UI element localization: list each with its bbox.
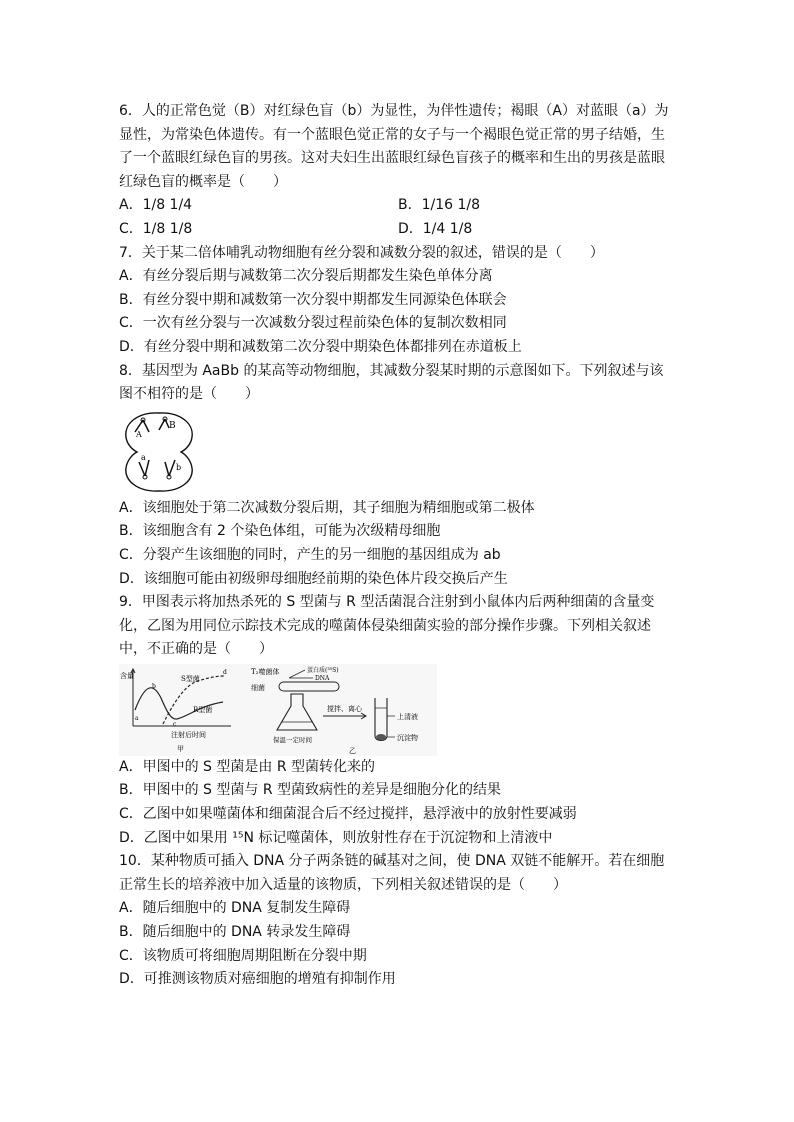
gene-label-a: a <box>141 452 146 462</box>
question-6-options-row-1 <box>119 194 679 218</box>
phage-label: T₂噬菌体 <box>251 667 280 676</box>
question-6-option-c: C．1/8 1/8 <box>119 220 193 237</box>
dna-label: DNA <box>315 674 330 682</box>
point-b: b <box>152 682 156 690</box>
cell-division-figure <box>121 410 679 494</box>
bacteria-experiment-figure <box>119 664 679 756</box>
question-6-option-a: A．1/8 1/4 <box>119 197 193 214</box>
question-7-option-c: C．一次有丝分裂与一次减数分裂过程前染色体的复制次数相同 <box>119 315 507 332</box>
question-8-option-d: D．该细胞可能由初级卵母细胞经前期的染色体片段交换后产生 <box>119 570 508 587</box>
diagram-yi-title: 乙 <box>349 746 356 755</box>
chromosome-bottom-right <box>165 460 175 476</box>
question-6-stem-line: 红绿色盲的概率是（ ） <box>119 173 287 190</box>
question-10 <box>119 850 679 992</box>
x-axis-label: 注射后时间 <box>171 730 206 739</box>
question-8-option-c: C．分裂产生该细胞的同时，产生的另一细胞的基因组成为 ab <box>119 546 501 563</box>
point-a: a <box>135 714 139 722</box>
question-6 <box>119 100 679 242</box>
question-9 <box>119 591 679 850</box>
cell-membrane <box>126 413 192 491</box>
process-step-label: 搅拌、离心 <box>327 704 362 713</box>
question-9-stem-line: 中，不正确的是（ ） <box>119 641 273 658</box>
sediment <box>376 734 386 740</box>
question-8-stem-line: 图不相符的是（ ） <box>119 386 259 403</box>
question-10-option-c: C．该物质可将细胞周期阻断在分裂中期 <box>119 947 367 964</box>
graph-jia-title: 甲 <box>177 744 184 753</box>
exam-page <box>119 100 679 992</box>
y-axis-label: 含量 <box>120 671 134 680</box>
question-10-option-b: B．随后细胞中的 DNA 转录发生障碍 <box>119 924 351 941</box>
question-6-stem-line: 显性，为常染色体遗传。有一个蓝眼色觉正常的女子与一个褐眼色觉正常的男子结婚，生 <box>119 126 665 143</box>
dividing-cell-diagram <box>121 410 197 494</box>
experiment-diagrams <box>119 664 437 756</box>
question-10-option-a: A．随后细胞中的 DNA 复制发生障碍 <box>119 900 351 917</box>
point-d: d <box>223 668 227 676</box>
gene-label-b: b <box>176 462 182 472</box>
question-8-option-a: A．该细胞处于第二次减数分裂后期，其子细胞为精细胞或第二极体 <box>119 499 535 516</box>
point-c: c <box>173 720 177 728</box>
gene-label-A: A <box>136 429 142 439</box>
question-6-stem-line: 了一个蓝眼红绿色盲的男孩。这对夫妇生出蓝眼红绿色盲孩子的概率和生出的男孩是蓝眼 <box>119 150 665 167</box>
r-strain-label: R型菌 <box>193 705 213 714</box>
question-7-option-d: D．有丝分裂中期和减数第二次分裂中期染色体都排列在赤道板上 <box>119 338 522 355</box>
question-6-option-d: D．1/4 1/8 <box>398 220 473 237</box>
question-10-stem-line: 正常生长的培养液中加入适量的该物质，下列相关叙述错误的是（ ） <box>119 876 567 893</box>
question-9-option-b: B．甲图中的 S 型菌与 R 型菌致病性的差异是细胞分化的结果 <box>119 782 502 799</box>
question-7-option-a: A．有丝分裂后期与减数第二次分裂后期都发生染色单体分离 <box>119 268 493 285</box>
question-9-option-d: D．乙图中如果用 ¹⁵N 标记噬菌体，则放射性存在于沉淀物和上清液中 <box>119 829 553 846</box>
question-6-options-row-2 <box>119 218 679 242</box>
question-9-stem-line: 9．甲图表示将加热杀死的 S 型菌与 R 型活菌混合注射到小鼠体内后两种细菌的含量变 <box>119 594 655 611</box>
supernatant-label: 上清液 <box>397 712 418 721</box>
question-9-option-c: C．乙图中如果噬菌体和细菌混合后不经过搅拌，悬浮液中的放射性要减弱 <box>119 806 577 823</box>
protein-label: 蛋白质(³⁵S) <box>307 666 339 674</box>
sediment-label: 沉淀物 <box>397 733 418 742</box>
s-strain-label: S型菌 <box>181 674 200 683</box>
gene-label-B: B <box>169 420 176 431</box>
question-7-option-b: B．有丝分裂中期和减数第一次分裂中期都发生同源染色体联会 <box>119 291 507 308</box>
question-9-stem-line: 化，乙图为用同位示踪技术完成的噬菌体侵染细菌实验的部分操作步骤。下列相关叙述 <box>119 617 651 634</box>
question-6-stem-line: 6．人的正常色觉（B）对红绿色盲（b）为显性，为伴性遗传；褐眼（A）对蓝眼（a）为 <box>119 103 669 119</box>
question-7 <box>119 242 679 360</box>
question-9-option-a: A．甲图中的 S 型菌是由 R 型菌转化来的 <box>119 758 375 775</box>
question-8-stem-line: 8．基因型为 AaBb 的某高等动物细胞，其减数分裂某时期的示意图如下。下列叙述与该 <box>119 362 664 379</box>
chromosome-bottom-left <box>139 460 149 476</box>
warm-label: 保温一定时间 <box>273 735 312 744</box>
question-10-stem-line: 10．某种物质可插入 DNA 分子两条链的碱基对之间，使 DNA 双链不能解开。若在细胞 <box>119 853 665 870</box>
question-10-option-d: D．可推测该物质对癌细胞的增殖有抑制作用 <box>119 971 396 988</box>
question-6-option-b: B．1/16 1/8 <box>398 197 481 214</box>
question-7-stem-line: 7．关于某二倍体哺乳动物细胞有丝分裂和减数分裂的叙述，错误的是（ ） <box>119 244 604 261</box>
question-8 <box>119 360 679 592</box>
question-8-option-b: B．该细胞含有 2 个染色体组，可能为次级精母细胞 <box>119 523 441 540</box>
bacteria-label: 细菌 <box>251 683 265 692</box>
